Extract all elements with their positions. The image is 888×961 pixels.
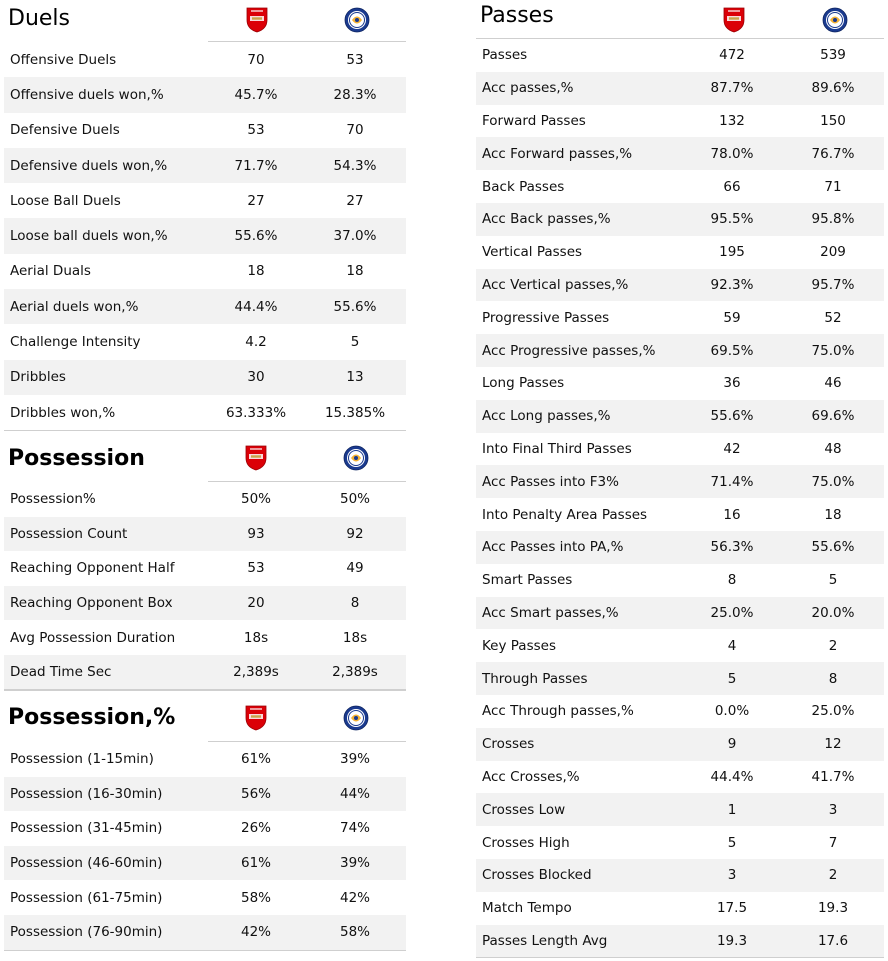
section-title-possession-pct: Possession,% [8,705,176,730]
table-row [4,777,406,812]
stat-label: Through Passes [482,670,588,687]
away-value: 37.0% [333,228,377,245]
possession-section [4,432,406,690]
table-row [476,662,884,695]
table-row [4,183,406,218]
home-value: 70 [247,51,265,68]
home-value: 5 [727,670,737,687]
away-value: 17.6 [817,932,849,949]
stat-label: Crosses High [482,834,570,851]
away-value: 69.6% [811,408,855,425]
passes-section [476,0,884,961]
away-value: 74% [339,820,371,837]
home-value: 9 [727,736,737,753]
table-row [4,42,406,77]
table-row [476,334,884,367]
stat-label: Defensive Duels [10,122,120,139]
home-value: 69.5% [710,342,754,359]
home-value: 17.5 [716,900,748,917]
stat-label: Match Tempo [482,900,572,917]
table-row [476,728,884,761]
home-value: 25.0% [710,604,754,621]
home-value: 26% [240,820,272,837]
stat-label: Passes [482,47,528,64]
away-value: 55.6% [811,539,855,556]
stat-label: Possession (31-45min) [10,820,163,837]
stat-label: Possession (61-75min) [10,889,163,906]
table-row [4,77,406,112]
table-row [4,482,406,517]
home-value: 36 [723,375,741,392]
stat-label: Progressive Passes [482,309,610,326]
table-row [476,859,884,892]
stat-label: Acc Passes into PA,% [482,539,624,556]
stat-label: Crosses Blocked [482,867,592,884]
table-row [476,465,884,498]
arsenal-crest-icon [723,7,745,33]
leicester-crest-icon [343,705,369,731]
table-row [476,105,884,138]
stat-label: Crosses [482,736,535,753]
home-value: 63.333% [225,404,287,421]
away-value: 48 [824,440,842,457]
away-value: 58% [339,924,371,941]
stat-label: Possession (76-90min) [10,924,163,941]
home-value: 58% [240,889,272,906]
home-value: 42% [240,924,272,941]
away-value: 95.7% [811,276,855,293]
stat-label: Back Passes [482,178,565,195]
away-value: 13 [346,369,364,386]
home-value: 27 [247,192,265,209]
home-value: 18 [247,263,265,280]
table-row [476,236,884,269]
leicester-crest-icon [822,7,848,33]
stat-label: Key Passes [482,637,556,654]
home-value: 5 [727,834,737,851]
stat-label: Acc Back passes,% [482,211,611,228]
stat-label: Vertical Passes [482,244,583,261]
leicester-crest-icon [343,445,369,471]
away-value: 8 [828,670,838,687]
home-value: 42 [723,440,741,457]
away-value: 28.3% [333,86,377,103]
away-value: 2,389s [332,664,378,681]
away-value: 95.8% [811,211,855,228]
stat-label: Dribbles [10,369,66,386]
stat-label: Offensive Duels [10,51,117,68]
home-value: 8 [727,572,737,589]
stat-label: Acc Passes into F3% [482,473,619,490]
arsenal-crest-icon [245,705,267,731]
home-value: 95.5% [710,211,754,228]
table-row [4,148,406,183]
home-value: 61% [240,751,272,768]
table-row [476,301,884,334]
table-row [476,892,884,925]
possession-pct-table [4,742,406,950]
away-value: 52 [824,309,842,326]
stat-label: Acc Vertical passes,% [482,276,629,293]
table-row [476,761,884,794]
stat-label: Avg Possession Duration [10,629,176,646]
home-value: 92.3% [710,276,754,293]
table-row [4,742,406,777]
away-value: 55.6% [333,298,377,315]
table-row [476,433,884,466]
table-row [4,324,406,359]
home-value: 59 [723,309,741,326]
home-value: 2,389s [233,664,279,681]
stat-label: Into Penalty Area Passes [482,506,648,523]
table-row [476,498,884,531]
stat-label: Forward Passes [482,112,586,129]
away-value: 20.0% [811,604,855,621]
stat-label: Loose Ball Duels [10,192,121,209]
leicester-crest-icon [344,7,370,33]
away-value: 5 [828,572,838,589]
away-value: 39% [339,855,371,872]
away-value: 19.3 [817,900,849,917]
away-value: 539 [820,47,846,64]
table-row [476,269,884,302]
table-row [4,620,406,655]
away-value: 5 [350,334,360,351]
table-row [476,925,884,958]
away-value: 8 [350,595,360,612]
table-row [4,586,406,621]
away-value: 42% [339,889,371,906]
stat-label: Acc Progressive passes,% [482,342,656,359]
stat-label: Smart Passes [482,572,573,589]
stat-label: Aerial Duals [10,263,91,280]
passes-table [476,39,884,957]
home-value: 53 [247,560,265,577]
home-value: 0.0% [714,703,750,720]
away-value: 12 [824,736,842,753]
away-value: 49 [346,560,364,577]
away-value: 25.0% [811,703,855,720]
stat-label: Reaching Opponent Box [10,595,173,612]
stat-label: Dribbles won,% [10,404,116,421]
table-row [476,793,884,826]
stat-label: Acc Long passes,% [482,408,611,425]
table-row [4,395,406,430]
duels-section [4,0,406,432]
divider [476,957,884,958]
home-value: 71.7% [234,157,278,174]
table-row [4,517,406,552]
table-row [4,113,406,148]
home-value: 3 [727,867,737,884]
divider [4,430,406,431]
table-row [4,880,406,915]
home-value: 93 [247,525,265,542]
home-value: 1 [727,801,737,818]
table-row [476,695,884,728]
home-value: 50% [240,491,272,508]
home-value: 56.3% [710,539,754,556]
table-row [4,289,406,324]
away-value: 50% [339,491,371,508]
home-value: 20 [247,595,265,612]
stat-label: Acc Through passes,% [482,703,634,720]
table-row [4,551,406,586]
home-value: 195 [719,244,745,261]
stat-label: Possession Count [10,525,128,542]
home-value: 44.4% [234,298,278,315]
stat-label: Dead Time Sec [10,664,112,681]
stat-label: Passes Length Avg [482,932,608,949]
possession-pct-section [4,690,406,950]
stat-label: Possession (46-60min) [10,855,163,872]
away-value: 92 [346,525,364,542]
away-value: 76.7% [811,145,855,162]
table-row [4,218,406,253]
home-value: 53 [247,122,265,139]
home-value: 4.2 [245,334,267,351]
table-row [4,846,406,881]
home-value: 132 [719,112,745,129]
stat-label: Acc passes,% [482,80,574,97]
away-value: 150 [820,112,846,129]
stat-label: Possession (1-15min) [10,751,154,768]
away-value: 18 [824,506,842,523]
divider [4,689,406,690]
arsenal-crest-icon [246,7,268,33]
home-value: 55.6% [234,228,278,245]
away-value: 44% [339,785,371,802]
away-value: 54.3% [333,157,377,174]
home-value: 66 [723,178,741,195]
stat-label: Defensive duels won,% [10,157,168,174]
stat-label: Possession (16-30min) [10,785,163,802]
section-title-passes: Passes [480,3,554,28]
table-row [476,629,884,662]
away-value: 2 [828,867,838,884]
away-value: 18 [346,263,364,280]
possession-table [4,482,406,690]
home-value: 56% [240,785,272,802]
away-value: 209 [820,244,846,261]
away-value: 46 [824,375,842,392]
table-row [476,367,884,400]
section-title-possession: Possession [8,446,145,471]
table-row [4,811,406,846]
table-row [476,170,884,203]
table-row [476,137,884,170]
home-value: 30 [247,369,265,386]
home-value: 87.7% [710,80,754,97]
home-value: 44.4% [710,768,754,785]
away-value: 53 [346,51,364,68]
table-row [4,360,406,395]
away-value: 15.385% [324,404,386,421]
stat-label: Crosses Low [482,801,566,818]
away-value: 2 [828,637,838,654]
table-row [4,915,406,950]
home-value: 71.4% [710,473,754,490]
table-row [476,39,884,72]
home-value: 78.0% [710,145,754,162]
table-row [4,254,406,289]
away-value: 27 [346,192,364,209]
stat-label: Challenge Intensity [10,334,141,351]
table-row [476,597,884,630]
table-row [476,564,884,597]
arsenal-crest-icon [245,445,267,471]
away-value: 41.7% [811,768,855,785]
home-value: 16 [723,506,741,523]
away-value: 71 [824,178,842,195]
table-row [476,72,884,105]
table-row [476,531,884,564]
divider [4,950,406,951]
away-value: 39% [339,751,371,768]
home-value: 61% [240,855,272,872]
stat-label: Reaching Opponent Half [10,560,175,577]
table-row [476,400,884,433]
away-value: 89.6% [811,80,855,97]
stat-label: Acc Forward passes,% [482,145,633,162]
home-value: 19.3 [716,932,748,949]
home-value: 55.6% [710,408,754,425]
home-value: 18s [243,629,269,646]
stat-label: Long Passes [482,375,565,392]
table-row [476,203,884,236]
home-value: 45.7% [234,86,278,103]
table-row [4,655,406,690]
stat-label: Offensive duels won,% [10,86,164,103]
away-value: 3 [828,801,838,818]
away-value: 7 [828,834,838,851]
section-title-duels: Duels [8,6,70,31]
stat-label: Acc Crosses,% [482,768,580,785]
stat-label: Possession% [10,491,96,508]
stat-label: Acc Smart passes,% [482,604,619,621]
away-value: 75.0% [811,342,855,359]
away-value: 18s [342,629,368,646]
away-value: 75.0% [811,473,855,490]
stat-label: Loose ball duels won,% [10,228,168,245]
away-value: 70 [346,122,364,139]
stat-label: Aerial duels won,% [10,298,139,315]
stat-label: Into Final Third Passes [482,440,632,457]
duels-table [4,42,406,430]
home-value: 472 [719,47,745,64]
table-row [476,826,884,859]
home-value: 4 [727,637,737,654]
